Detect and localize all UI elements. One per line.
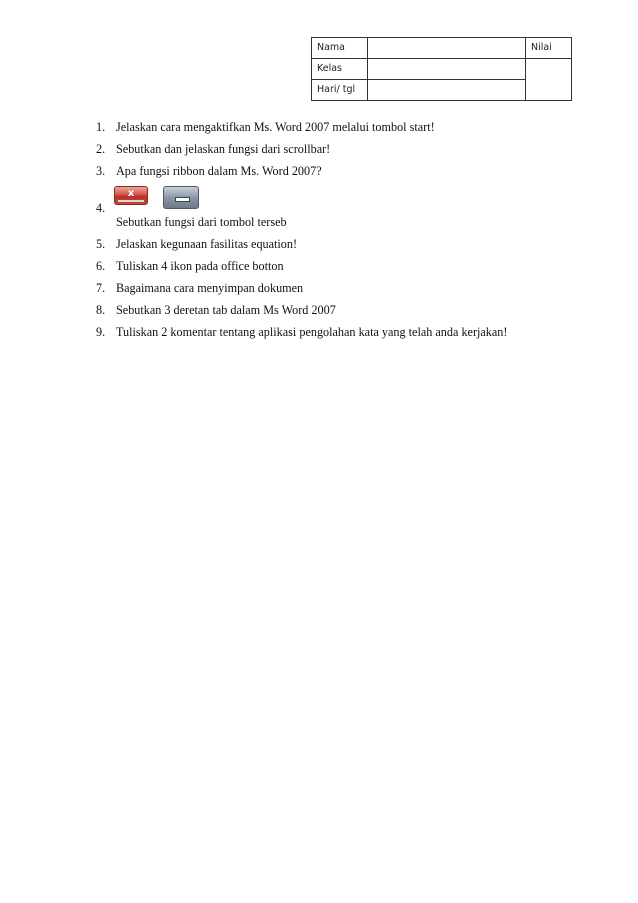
question-text: Sebutkan 3 deretan tab dalam Ms Word 2007 (116, 303, 336, 317)
question-number: 5. (96, 237, 106, 251)
question-number: 7. (96, 281, 106, 295)
question-item (96, 237, 616, 252)
question-item (96, 164, 616, 179)
question-text: Jelaskan cara mengaktifkan Ms. Word 2007 melalui tombol start! (116, 120, 435, 134)
question-number: 4. (96, 201, 106, 215)
nilai-label: Nilai (526, 38, 572, 59)
question-text: Apa fungsi ribbon dalam Ms. Word 2007? (116, 164, 322, 178)
kelas-label: Kelas (312, 59, 368, 80)
question-item (96, 325, 616, 340)
hari-field[interactable] (368, 80, 526, 101)
minimize-button-icon (163, 186, 199, 209)
question-number: 6. (96, 259, 106, 273)
question-item (96, 186, 616, 230)
nama-field[interactable] (368, 38, 526, 59)
question-text: Bagaimana cara menyimpan dokumen (116, 281, 304, 295)
nama-row (312, 38, 572, 59)
question-list (96, 120, 616, 347)
question-item (96, 281, 616, 296)
question-number: 3. (96, 164, 106, 178)
question-number: 1. (96, 120, 106, 134)
identity-table (311, 37, 572, 101)
hari-label: Hari/ tgl (312, 80, 368, 101)
nama-label: Nama (312, 38, 368, 59)
question-text: Tuliskan 4 ikon pada office botton (116, 259, 284, 273)
question-item (96, 120, 616, 135)
question-number: 9. (96, 325, 106, 339)
kelas-field[interactable] (368, 59, 526, 80)
question-text: Tuliskan 2 komentar tentang aplikasi pengolahan kata yang telah anda kerjakan! (116, 325, 508, 339)
question-item (96, 142, 616, 157)
close-button-icon (114, 186, 148, 205)
question-number: 2. (96, 142, 106, 156)
kelas-row (312, 59, 572, 80)
nilai-field[interactable] (526, 59, 572, 101)
question-number: 8. (96, 303, 106, 317)
question-item (96, 259, 616, 274)
question-text: Jelaskan kegunaan fasilitas equation! (116, 237, 298, 251)
question-text: Sebutkan fungsi dari tombol terseb (116, 215, 287, 229)
question-text: Sebutkan dan jelaskan fungsi dari scrollbar! (116, 142, 331, 156)
question-item (96, 303, 616, 318)
